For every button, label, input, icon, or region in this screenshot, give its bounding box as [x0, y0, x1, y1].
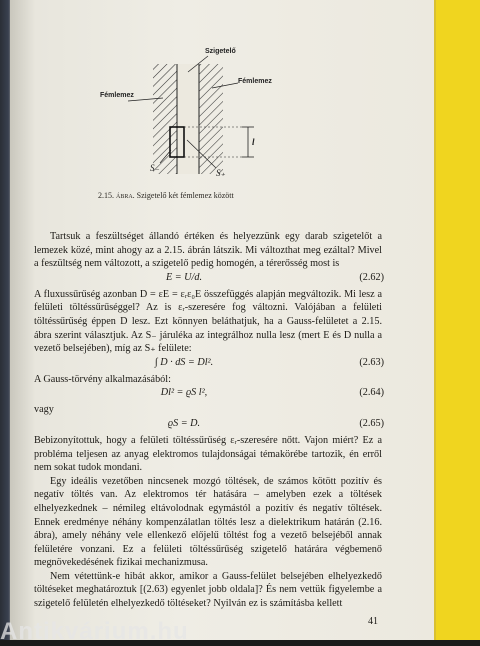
right-plate-label: Fémlemez	[238, 78, 272, 85]
body-text	[34, 230, 382, 611]
paragraph: Egy ideális vezetőben nincsenek mozgó töltések, de számos kötött pozitív és negatív töltés van. Az elektromos tér hatására – amelyben ezek a töltések elhelyezkednek – némileg eltávolodnak egymástól a pozitív és negatív töltések. Ennek eredménye néhány kompenzálatlan töltés lesz a dielektrikum határán (2.16. ábra), amely néhány vele ellenkező előjelű töltést fog a vezető belsejéből annak felületére vonzani. Ez a felületi töltéssűrűség szigetelő határára végbemenő megnövekedésének fizikai mechanizmusa.	[34, 475, 382, 569]
equation-2-64	[34, 386, 382, 403]
dimension-l-label: l	[252, 137, 255, 147]
equation-number: (2.65)	[359, 417, 384, 429]
paragraph: A Gauss-törvény alkalmazásából:	[34, 373, 171, 385]
caption-text: Szigetelő két fémlemez között	[136, 191, 234, 200]
equation-number: (2.64)	[359, 387, 384, 399]
yellow-background	[436, 0, 480, 640]
figure-caption	[98, 191, 234, 200]
caption-abra: ábra.	[116, 191, 135, 200]
equation: ∫ D · dS = Dl².	[154, 356, 214, 368]
right-metal-plate	[199, 64, 223, 174]
page-number: 41	[368, 616, 378, 627]
equation: E = U/d.	[165, 271, 203, 283]
s-plus-label: S₊	[216, 168, 226, 178]
paragraph: A fluxussűrűség azonban D = εE = εᵣε₀E összefüggés alapján megváltozik. Mi lesz a felületi töltéssűrűséggel? Az is εᵣ-szeresére fog változni. Valójában a felületi töltéssűrűség éppen D lesz. Ezt könnyen beláthatjuk, ha a Gauss-felületet a 2.15. ábra szerint választjuk. Az S₋ járuléka az integrálhoz nulla lesz (mert E és D nulla a vezető belsejében), míg az S₊ felülete:	[34, 288, 382, 355]
book-page	[10, 0, 434, 640]
equation-2-62	[34, 271, 382, 288]
insulator-label: Szigetelő	[205, 48, 236, 55]
equation-2-63	[34, 356, 382, 373]
figure-2-15	[10, 0, 434, 210]
left-plate-label: Fémlemez	[100, 92, 134, 99]
paragraph: Nem vétettünk-e hibát akkor, amikor a Gauss-felület belsejében elhelyezkedő töltéseket meghatároztuk [(2.63) egyenlet jobb oldala]? És nem vettük figyelembe a szigetelő felületén elhelyezkedő töltéseket? Nyilván ez is számításba kellett	[34, 570, 382, 610]
paragraph: vagy	[34, 404, 54, 416]
watermark: Antikvárium.hu	[0, 618, 189, 645]
equation-2-65	[34, 417, 382, 434]
s-minus-label: S₋	[150, 163, 160, 173]
paragraph: Tartsuk a feszültséget állandó értéken és helyezzünk egy darab szigetelőt a lemezek közé, mint ahogy az a 2.15. ábrán látszik. Mi változthat meg ezáltal? Mivel a feszültség nem változott, a szigetelő pedig homogén, a térerősség most is	[34, 231, 382, 270]
equation-number: (2.62)	[359, 271, 384, 283]
paragraph: Bebizonyítottuk, hogy a felületi töltéssűrűség εᵣ-szeresére nőtt. Vajon miért? Ez a probléma teljesen az anyag elektromos tulajdonságai témakörébe tartozik, én erről nem sokat tudok mondani.	[34, 434, 382, 474]
equation: Dl² = ϱS l²,	[160, 387, 208, 399]
equation: ϱS = D.	[167, 417, 201, 429]
equation-number: (2.63)	[359, 356, 384, 368]
caption-number: 2.15.	[98, 191, 114, 200]
